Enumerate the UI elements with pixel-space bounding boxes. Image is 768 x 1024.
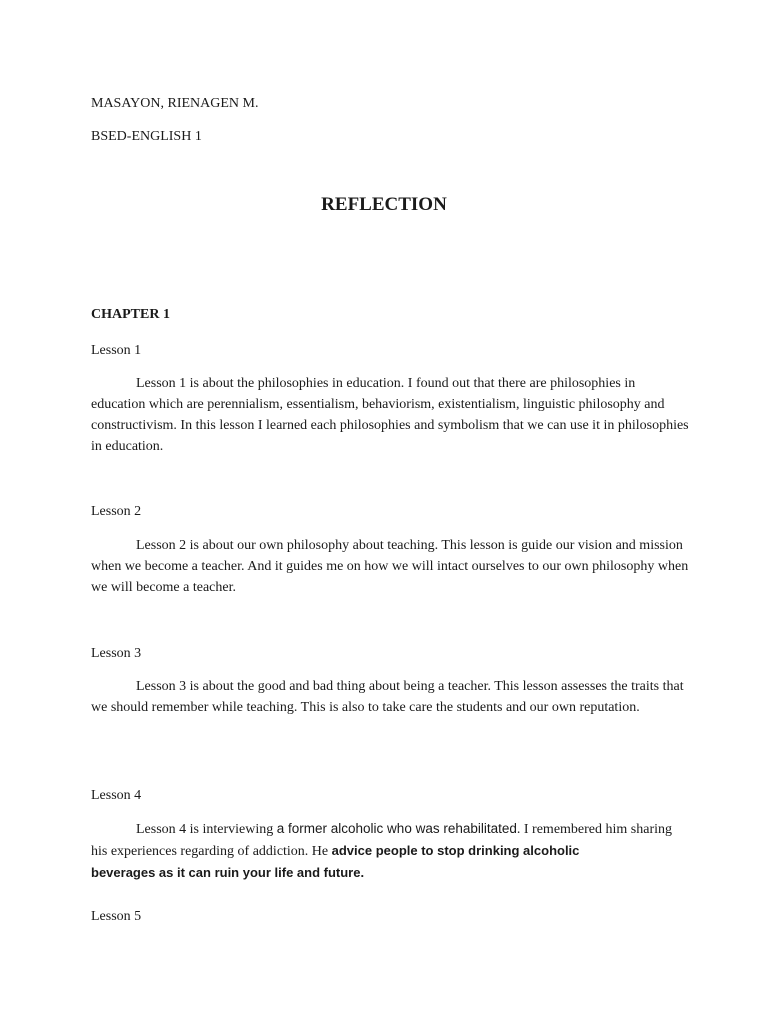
lesson-text: Lesson 4 is interviewing bbox=[136, 822, 277, 837]
lesson-heading: Lesson 2 bbox=[91, 504, 142, 519]
lesson-heading: Lesson 5 bbox=[91, 909, 142, 924]
document-title: REFLECTION bbox=[321, 194, 447, 215]
lesson-emphasis: a former alcoholic who was rehabilitated bbox=[276, 821, 517, 836]
lesson-paragraph: Lesson 2 is about our own philosophy about teaching. This lesson is guide our vision and mission when we become a teacher. And it guides me on how we will intact ourselves to our own philosophy when we will become a teacher. bbox=[91, 538, 689, 595]
lesson-paragraph: Lesson 1 is about the philosophies in education. I found out that there are philosophies in education which are perennialism, essentialism, behaviorism, existentialism, linguistic philosophy and constructivism. In this lesson I learned each philosophies and symbolism that we can use it in philosophies in education. bbox=[91, 376, 689, 454]
student-name: MASAYON, RIENAGEN M. bbox=[91, 96, 259, 111]
lesson-emphasis: beverages as it can ruin your life and future. bbox=[91, 865, 365, 880]
chapter-heading: CHAPTER 1 bbox=[91, 307, 170, 322]
lesson-heading: Lesson 1 bbox=[91, 343, 142, 358]
course-label: BSED-ENGLISH 1 bbox=[91, 129, 202, 144]
lesson-paragraph bbox=[91, 818, 691, 883]
lesson-heading: Lesson 4 bbox=[91, 788, 142, 803]
lesson-heading: Lesson 3 bbox=[91, 646, 142, 661]
lesson-text: . I remembered him sharing his experiences regarding of addiction. He bbox=[91, 822, 673, 859]
lesson-emphasis: advice people to stop drinking alcoholic bbox=[331, 843, 580, 858]
lesson-paragraph: Lesson 3 is about the good and bad thing about being a teacher. This lesson assesses the traits that we should remember while teaching. This is also to take care the students and our own reputation. bbox=[91, 679, 684, 715]
